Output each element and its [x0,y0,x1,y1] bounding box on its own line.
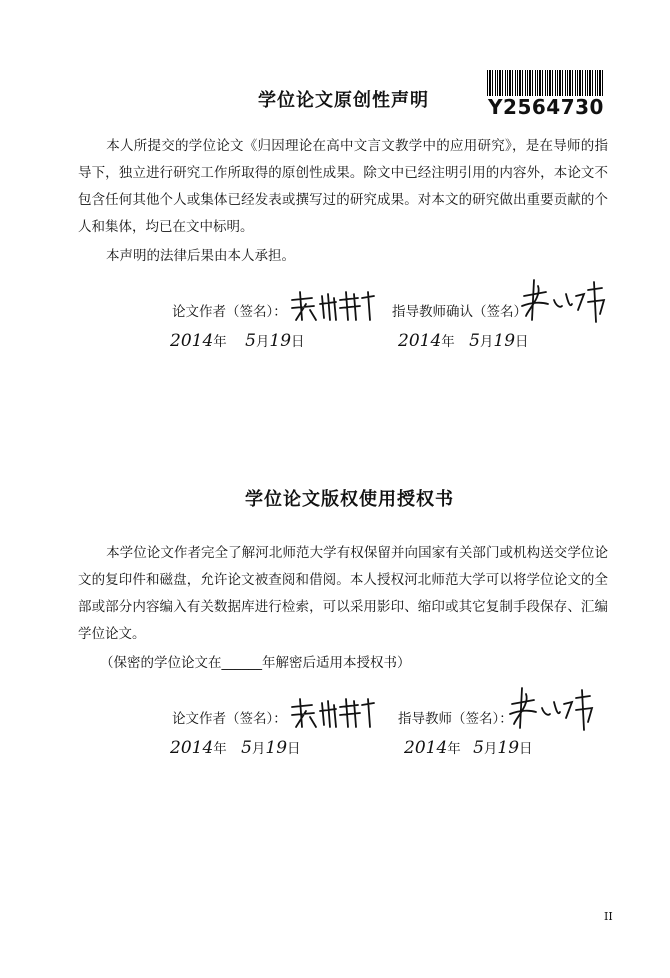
declaration-title: 学位论文原创性声明 [258,90,429,111]
declaration-advisor-label: 指导教师确认（签名） [392,304,527,320]
day-unit: 日 [287,741,301,757]
month-unit: 月 [483,741,498,757]
author-signature-1 [288,290,378,324]
authorization-title: 学位论文版权使用授权书 [245,489,454,510]
barcode [487,70,605,118]
authorization-author-label: 论文作者（签名）： [172,711,287,727]
declaration-paragraph-2-text: 本声明的法律后果由本人承担。 [106,248,295,264]
author-date-month-2: 5 [241,738,252,758]
authorization-paragraph-1 [78,540,608,648]
authorization-advisor-label: 指导教师（签名）： [398,711,513,727]
barcode-bars [487,70,605,96]
authorization-advisor-date [404,737,533,758]
advisor-date-month-2: 5 [473,738,484,758]
month-unit: 月 [479,334,494,350]
barcode-number: Y2564730 [488,95,604,119]
author-date-day-1: 19 [269,331,292,351]
authorization-paragraph-1-text: 本学位论文作者完全了解河北师范大学有权保留并向国家有关部门或机构送交学位论文的复印件和磁盘，允许论文被查阅和借阅。本人授权河北师范大学可以将学位论文的全部或部分内容编入有关数据库进行检索，可以采用影印、缩印或其它复制手段保存、汇编学位论文。 [78,545,608,642]
author-date-day-2: 19 [265,738,288,758]
month-unit: 月 [251,741,266,757]
advisor-date-day-2: 19 [497,738,520,758]
author-date-year-2: 2014 [170,738,214,758]
year-unit: 年 [441,334,455,350]
authorization-paragraph-2: （保密的学位论文在______年解密后适用本授权书） [100,655,411,671]
declaration-paragraph-2 [78,243,608,270]
declaration-paragraph-1-text: 本人所提交的学位论文《归因理论在高中文言文教学中的应用研究》，是在导师的指导下，独立进行研究工作所取得的原创性成果。除文中已经注明引用的内容外，本论文不包含任何其他个人或集体已经发表或撰写过的研究成果。对本文的研究做出重要贡献的个人和集体，均已在文中标明。 [78,138,608,235]
year-unit: 年 [213,334,227,350]
day-unit: 日 [515,334,529,350]
declaration-paragraph-1 [78,133,608,241]
advisor-date-year-2: 2014 [404,738,448,758]
advisor-date-month-1: 5 [469,331,480,351]
advisor-signature-2 [506,684,596,734]
month-unit: 月 [255,334,270,350]
day-unit: 日 [519,741,533,757]
declaration-author-label: 论文作者（签名）： [172,304,287,320]
advisor-date-year-1: 2014 [398,331,442,351]
day-unit: 日 [291,334,305,350]
declaration-author-date [170,330,305,351]
authorization-author-date [170,737,301,758]
author-signature-2 [288,697,378,731]
advisor-date-day-1: 19 [493,331,516,351]
year-unit: 年 [213,741,227,757]
declaration-advisor-date [398,330,529,351]
page-number: II [604,910,613,923]
author-date-year-1: 2014 [170,331,214,351]
year-unit: 年 [447,741,461,757]
author-date-month-1: 5 [245,331,256,351]
advisor-signature-1 [518,276,608,326]
